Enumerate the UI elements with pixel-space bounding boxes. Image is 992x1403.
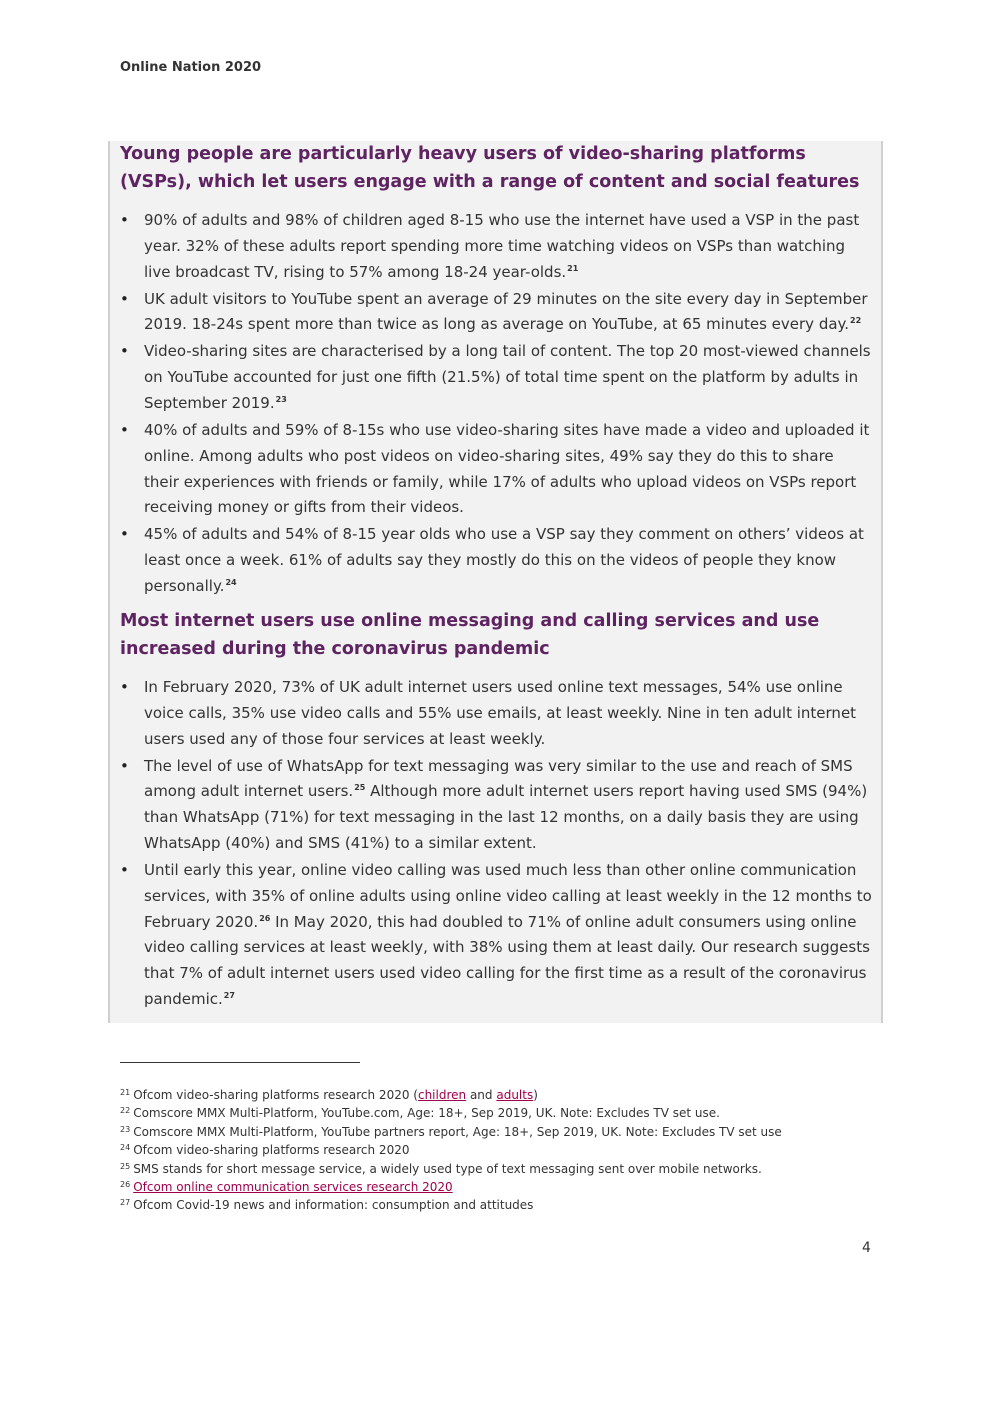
- footnote-ref[interactable]: 25: [354, 783, 366, 793]
- footnote-text: Comscore MMX Multi-Platform, YouTube partners report, Age: 18+, Sep 2019, UK. Note: Excludes TV set use: [133, 1124, 782, 1139]
- footnote-number: 27: [120, 1198, 131, 1208]
- footnote-ref[interactable]: 26: [259, 913, 271, 923]
- list-item: [120, 522, 872, 599]
- footnote-ref[interactable]: 24: [225, 577, 237, 587]
- list-item: [120, 754, 872, 857]
- list-item: [120, 675, 872, 752]
- footnote-item: [120, 1178, 880, 1196]
- bullet-text: In May 2020, this had doubled to 71% of online adult consumers using online video calling services at least weekly, with 38% using them at least daily. Our research suggests that 7% of adult internet users used video calling for the first time as a result of the coronavirus pandemic.: [144, 912, 870, 1008]
- vsp-bullet-list: [120, 208, 872, 600]
- footnote-number: 22: [120, 1106, 131, 1116]
- footnote-text: SMS stands for short message service, a widely used type of text messaging sent over mobile networks.: [133, 1161, 762, 1176]
- footnote-text: ): [533, 1088, 538, 1102]
- bullet-text: Until early this year, online video calling was used much less than other online communication services, with 35% of online adults using online video calling at least weekly in the 12 months to February 2020.: [144, 860, 872, 931]
- page-number: 4: [862, 1240, 871, 1256]
- list-item: [120, 418, 872, 521]
- bullet-text: 90% of adults and 98% of children aged 8-15 who use the internet have used a VSP in the past year. 32% of these adults report spending more time watching videos on VSPs than watching live broadcast TV, rising to 57% among 18-24 year-olds.: [144, 211, 860, 281]
- footnote-text: and: [469, 1088, 493, 1102]
- footnote-text: Ofcom video-sharing platforms research 2020: [133, 1143, 410, 1158]
- footnote-text: Comscore MMX Multi-Platform, YouTube.com, Age: 18+, Sep 2019, UK. Note: Excludes TV set use.: [133, 1106, 720, 1121]
- bullet-text: 45% of adults and 54% of 8-15 year olds who use a VSP say they comment on others’ videos at least once a week. 61% of adults say they mostly do this on the videos of people they know personally.: [144, 525, 864, 595]
- footnote-number: 23: [120, 1124, 131, 1134]
- section-heading-vsp: Young people are particularly heavy users of video-sharing platforms (VSPs), which let users engage with a range of content and social features: [120, 144, 860, 192]
- bullet-text: 40% of adults and 59% of 8-15s who use video-sharing sites have made a video and uploaded it online. Among adults who post videos on video-sharing sites, 49% say they do this to share their experiences with friends or family, while 17% of adults who upload videos on VSPs report receiving money or gifts from their videos.: [144, 420, 870, 517]
- list-item: [120, 287, 872, 339]
- footnote-text: Ofcom video-sharing platforms research 2020 (: [133, 1088, 418, 1102]
- footnote-item: [120, 1123, 880, 1141]
- footnote-item: [120, 1086, 880, 1104]
- bullet-text: Video-sharing sites are characterised by a long tail of content. The top 20 most-viewed channels on YouTube accounted for just one fifth (21.5%) of total time spent on the platform by adults in September 2019.: [144, 342, 871, 412]
- footnote-ref[interactable]: 21: [567, 263, 579, 273]
- footnote-number: 26: [120, 1180, 131, 1190]
- communication-research-link[interactable]: Ofcom online communication services research 2020: [133, 1180, 453, 1195]
- bullet-text: UK adult visitors to YouTube spent an average of 29 minutes on the site every day in September 2019. 18-24s spent more than twice as long as average on YouTube, at 65 minutes every day.: [144, 289, 868, 334]
- children-link[interactable]: children: [417, 1088, 467, 1102]
- footnote-item: [120, 1104, 880, 1122]
- running-header: Online Nation 2020: [120, 60, 262, 75]
- footnote-ref[interactable]: 22: [850, 316, 862, 326]
- footnotes-list: [120, 1086, 880, 1215]
- footnote-item: [120, 1196, 880, 1214]
- footnote-ref[interactable]: 27: [223, 990, 235, 1000]
- messaging-bullet-list: [120, 675, 872, 1013]
- footnote-ref[interactable]: 23: [275, 394, 287, 404]
- list-item: [120, 339, 872, 416]
- footnote-number: 24: [120, 1143, 131, 1153]
- list-item: [120, 208, 872, 285]
- section-heading-messaging: Most internet users use online messaging and calling services and use increased during the coronavirus pandemic: [120, 611, 820, 659]
- footnote-item: [120, 1141, 880, 1159]
- footnote-divider: [120, 1062, 360, 1063]
- bullet-text: In February 2020, 73% of UK adult internet users used online text messages, 54% use online voice calls, 35% use video calls and 55% use emails, at least weekly. Nine in ten adult internet users used any of those four services at least weekly.: [144, 678, 857, 748]
- footnote-number: 25: [120, 1161, 131, 1171]
- footnote-item: [120, 1160, 880, 1178]
- list-item: [120, 858, 872, 1013]
- bullet-text: Although more adult internet users report having used SMS (94%) than WhatsApp (71%) for text messaging in the last 12 months, on a daily basis they are using WhatsApp (40%) and SMS (41%) to a similar extent.: [144, 782, 868, 852]
- adults-link[interactable]: adults: [496, 1088, 534, 1102]
- footnote-text: Ofcom Covid-19 news and information: consumption and attitudes: [133, 1198, 534, 1213]
- bullet-text: The level of use of WhatsApp for text messaging was very similar to the use and reach of SMS among adult internet users.: [144, 756, 853, 801]
- footnote-number: 21: [120, 1088, 131, 1097]
